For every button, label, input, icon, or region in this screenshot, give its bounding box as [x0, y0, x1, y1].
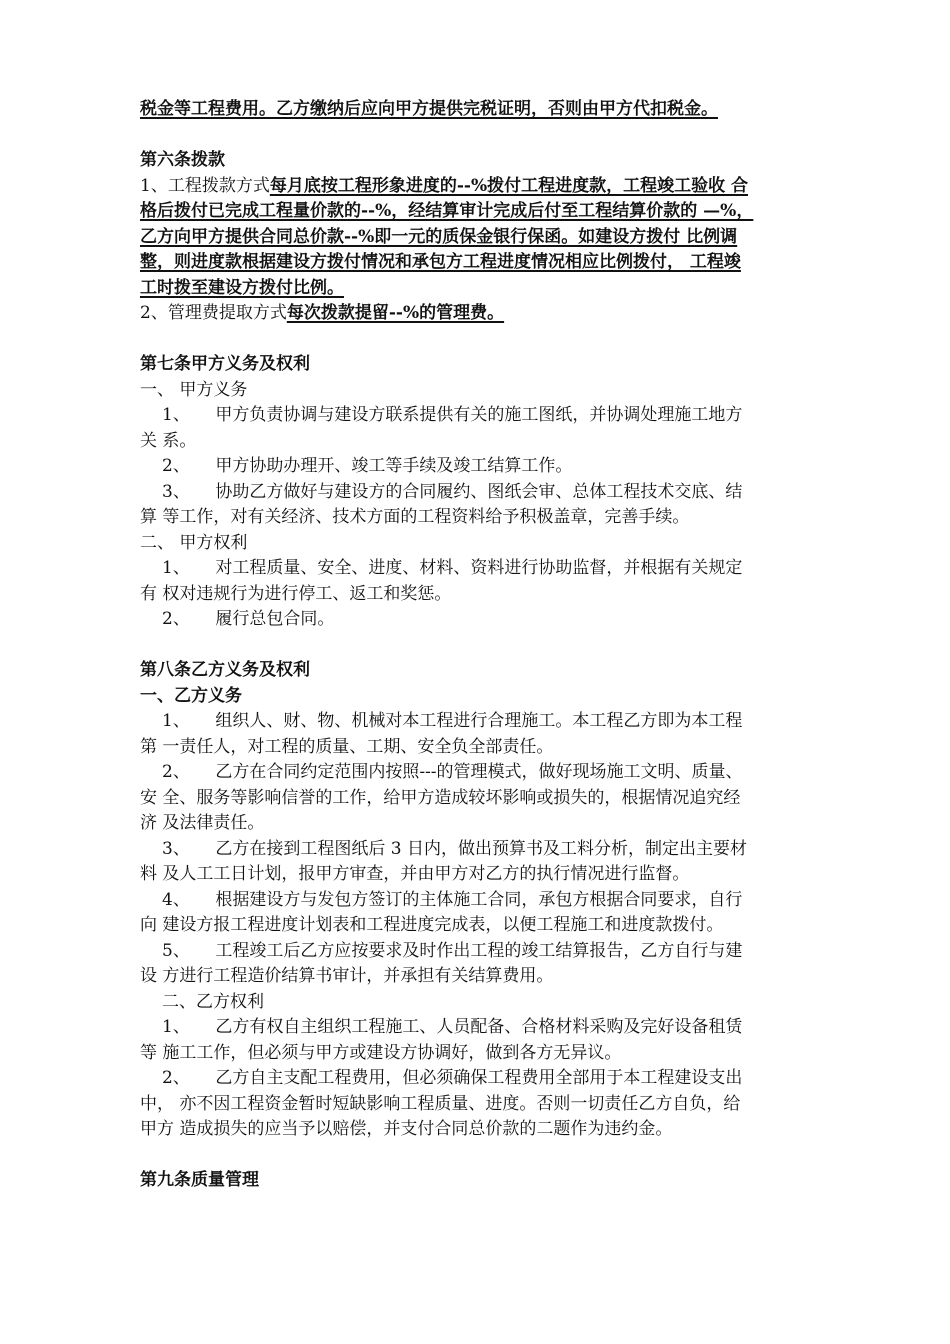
document-page: [140, 97, 830, 1194]
article-8-item-3-cont: 料 及人工工日计划，报甲方审查，并由甲方对乙方的执行情况进行监督。: [140, 864, 690, 884]
underlined-text: 每次拨款提留--%的管理费。: [286, 303, 505, 323]
article-5-tail: [140, 97, 830, 123]
spacer: [140, 633, 830, 659]
article-8-item-5: 5、 工程竣工后乙方应按要求及时作出工程的竣工结算报告，乙方自行与建: [162, 940, 743, 961]
article-9-title: 第九条质量管理: [140, 1170, 259, 1190]
article-8-item-2-cont: 安 全、服务等影响信誉的工作，给甲方造成较坏影响或损失的，根据情况追究经: [140, 787, 741, 808]
underlined-text: 工时拨至建设方拨付比例。: [140, 277, 344, 298]
article-7-section-1: 一、 甲方义务: [140, 379, 248, 400]
article-8-section-2: 二、乙方权利: [162, 991, 264, 1012]
article-7-item-2: 2、 甲方协助办理开、竣工等手续及竣工结算工作。: [162, 456, 573, 476]
article-6-para-2: [140, 301, 830, 327]
spacer: [140, 123, 830, 149]
article-7-item-1-cont: 关 系。: [140, 430, 197, 451]
article-8-item-4-cont: 向 建设方报工程进度计划表和工程进度完成表，以便工程施工和进度款拨付。: [140, 915, 724, 935]
article-8-item-4: 4、 根据建设方与发包方签订的主体施工合同，承包方根据合同要求，自行: [162, 889, 743, 910]
article-8-item-2: 2、 乙方在合同约定范围内按照---的管理模式，做好现场施工文明、质量、: [162, 762, 743, 782]
underlined-text: 每月底按工程形象进度的--%拨付工程进度款，工程竣工验收 合: [269, 175, 749, 196]
article-7-title: 第七条甲方义务及权利: [140, 354, 310, 374]
article-8-item-3: 3、 乙方在接到工程图纸后 3 日内，做出预算书及工料分析，制定出主要材: [162, 838, 747, 859]
article-8-item-1-cont: 第 一责任人，对工程的质量、工期、安全负全部责任。: [140, 736, 554, 757]
article-8-item-2-cont: 济 及法律责任。: [140, 813, 265, 833]
article-6-para-1-line: [140, 199, 830, 225]
article-7-item-3-cont: 算 等工作，对有关经济、技术方面的工程资料给予积极盖章，完善手续。: [140, 507, 690, 527]
underlined-text: 税金等工程费用。乙方缴纳后应向甲方提供完税证明，否则由甲方代扣税金。: [140, 99, 718, 119]
article-7-section-2: 二、 甲方权利: [140, 532, 248, 553]
para-prefix: 1、工程拨款方式: [140, 175, 270, 196]
underlined-text: 格后拨付已完成工程量价款的--%，经结算审计完成后付至工程结算价款的 —%，: [140, 201, 754, 221]
article-8-right-1-cont: 等 施工工作，但必须与甲方或建设方协调好，做到各方无异议。: [140, 1042, 622, 1063]
article-8-section-1: 一、乙方义务: [140, 685, 242, 706]
article-7-right-1-cont: 有 权对违规行为进行停工、返工和奖惩。: [140, 583, 452, 604]
article-6-para-1-line: [140, 225, 830, 251]
spacer: [140, 1143, 830, 1169]
underlined-text: 整，则进度款根据建设方拨付情况和承包方工程进度情况相应比例拨付， 工程竣: [140, 252, 741, 272]
article-7-item-1: 1、 甲方负责协调与建设方联系提供有关的施工图纸，并协调处理施工地方: [162, 405, 743, 425]
article-7-right-1: 1、 对工程质量、安全、进度、材料、资料进行协助监督，并根据有关规定: [162, 558, 743, 578]
article-8-item-1: 1、 组织人、财、物、机械对本工程进行合理施工。本工程乙方即为本工程: [162, 711, 743, 731]
spacer: [140, 327, 830, 353]
article-7-item-3: 3、 协助乙方做好与建设方的合同履约、图纸会审、总体工程技术交底、结: [162, 481, 743, 502]
article-8-title: 第八条乙方义务及权利: [140, 660, 310, 680]
underlined-text: 乙方向甲方提供合同总价款--%即一元的质保金银行保函。如建设方拨付 比例调: [140, 226, 738, 247]
article-8-right-2: 2、 乙方自主支配工程费用，但必须确保工程费用全部用于本工程建设支出: [162, 1068, 743, 1088]
article-8-item-5-cont: 设 方进行工程造价结算书审计，并承担有关结算费用。: [140, 966, 554, 986]
article-7-right-2: 2、 履行总包合同。: [162, 609, 335, 629]
article-6-para-1: [140, 174, 830, 200]
article-6-title: 第六条拨款: [140, 150, 225, 170]
article-6-para-1-line: [140, 250, 830, 276]
article-8-right-2-cont: 中， 亦不因工程资金暂时短缺影响工程质量、进度。否则一切责任乙方自负，给: [140, 1093, 741, 1114]
article-6-para-1-line: [140, 276, 830, 302]
article-8-right-2-cont: 甲方 造成损失的应当予以赔偿，并支付合同总价款的二题作为违约金。: [140, 1119, 673, 1139]
para-prefix: 2、管理费提取方式: [140, 303, 287, 323]
article-8-right-1: 1、 乙方有权自主组织工程施工、人员配备、合格材料采购及完好设备租赁: [162, 1017, 743, 1037]
